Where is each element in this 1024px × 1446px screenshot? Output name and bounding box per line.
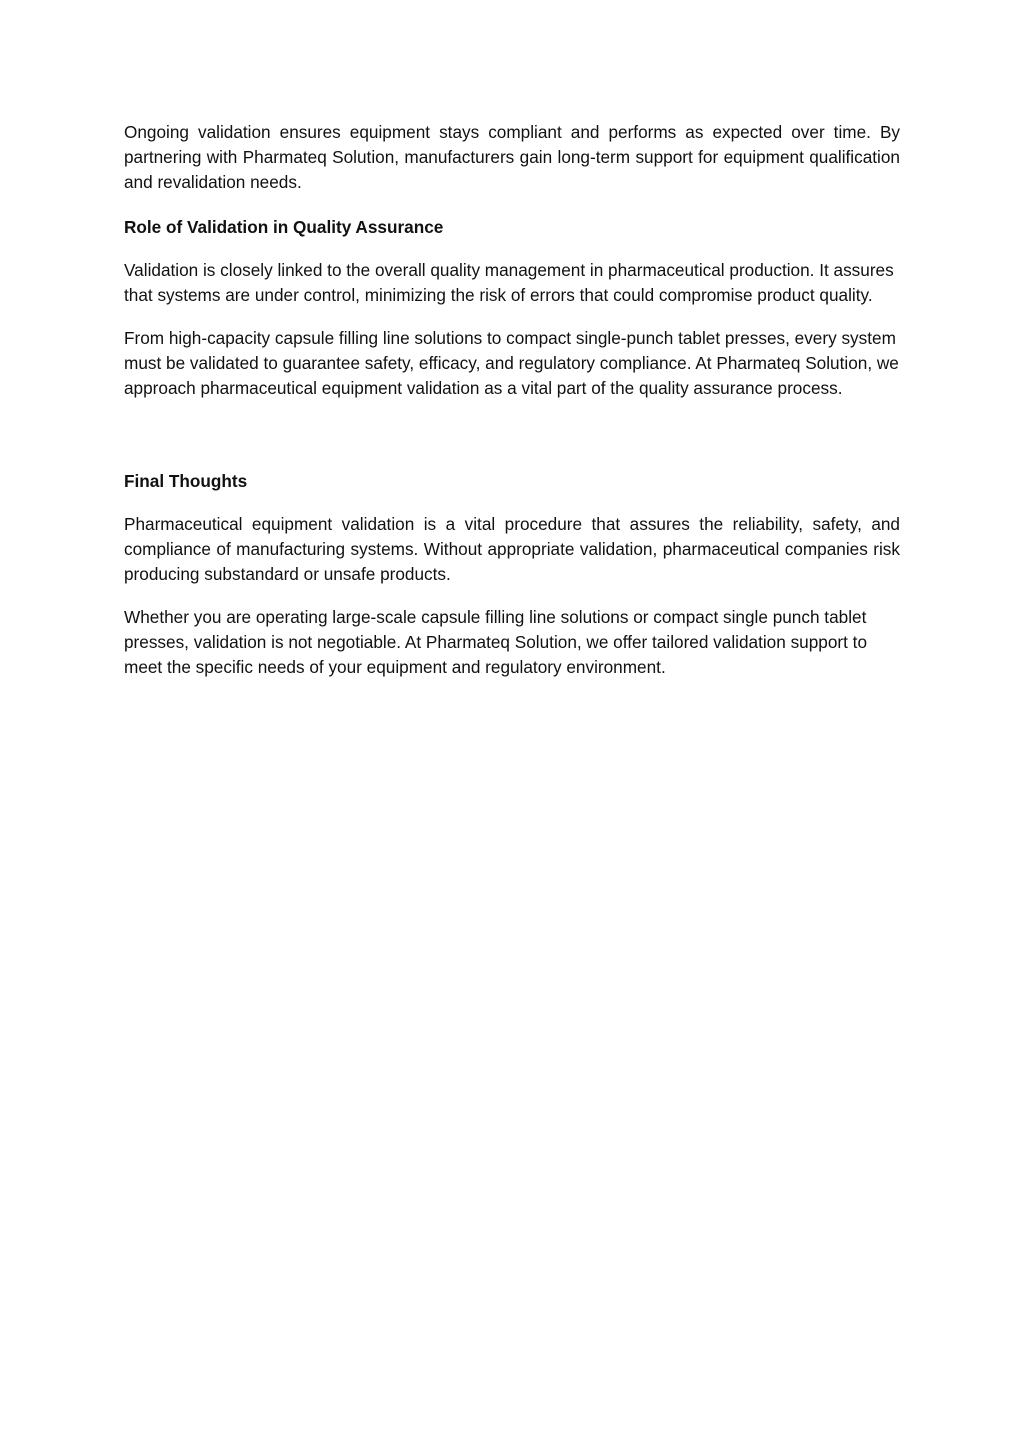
final-paragraph-2: Whether you are operating large-scale capsule filling line solutions or compact single punch tablet presses, validation is not negotiable. At Pharmateq Solution, we offer tailored validation support to meet the specific needs of your equipment and regulatory environment. <box>124 607 868 677</box>
intro-paragraph: Ongoing validation ensures equipment stays compliant and performs as expected over time. By partnering with Pharmateq Solution, manufacturers gain long-term support for equipment qualification and revalidation needs. <box>124 122 900 192</box>
spacer <box>124 587 900 605</box>
role-paragraph-2: From high-capacity capsule filling line solutions to compact single-punch tablet presses, every system must be validated to guarantee safety, efficacy, and regulatory compliance. At Pharmateq Solution, we approach pharmaceutical equipment validation as a vital part of the quality assurance process. <box>124 328 899 398</box>
document-body <box>124 120 900 680</box>
role-paragraph-1: Validation is closely linked to the overall quality management in pharmaceutical production. It assures that systems are under control, minimizing the risk of errors that could compromise product quality. <box>124 260 894 305</box>
spacer <box>124 494 900 512</box>
section-heading-role-of-validation: Role of Validation in Quality Assurance <box>124 217 444 237</box>
section-heading-final-thoughts: Final Thoughts <box>124 471 248 491</box>
spacer <box>124 308 900 326</box>
spacer <box>124 240 900 258</box>
spacer <box>124 195 900 215</box>
spacer <box>124 401 900 469</box>
final-paragraph-1: Pharmaceutical equipment validation is a vital procedure that assures the reliability, safety, and compliance of manufacturing systems. Without appropriate validation, pharmaceutical companies risk producing substandard or unsafe products. <box>124 514 900 584</box>
